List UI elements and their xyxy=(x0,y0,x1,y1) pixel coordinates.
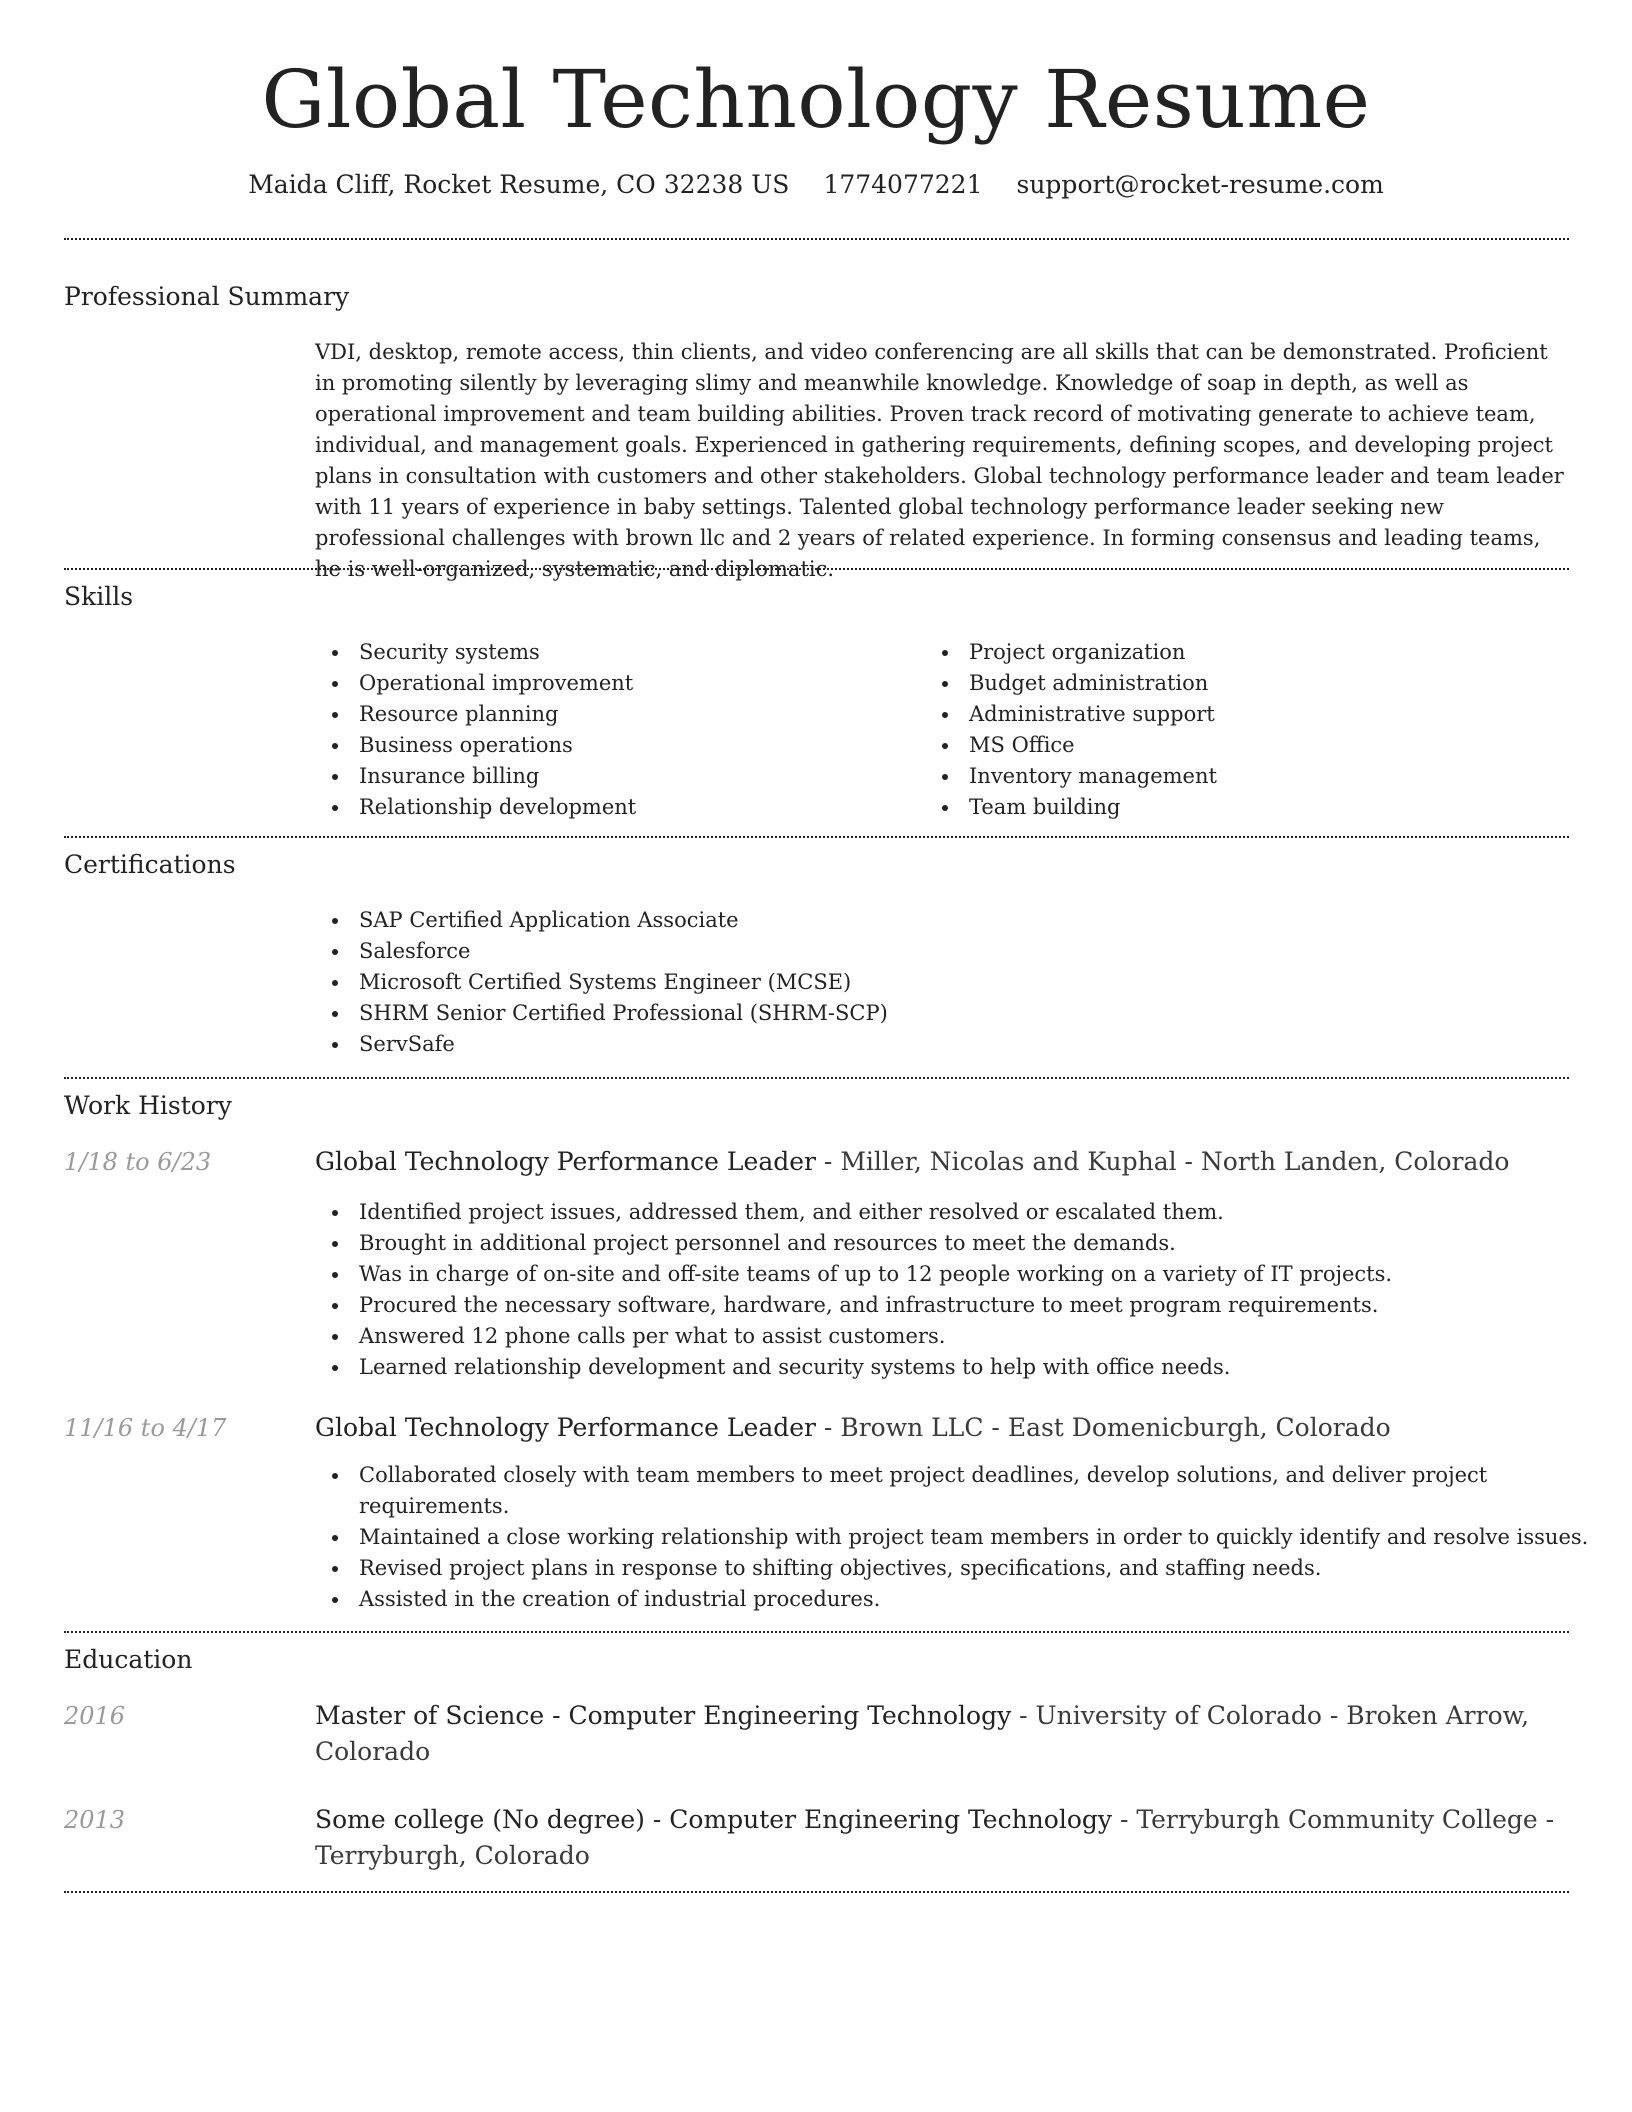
skill-item: Insurance billing xyxy=(359,761,919,792)
job-bullets xyxy=(315,1460,1615,1615)
contact-email: support@rocket-resume.com xyxy=(1016,170,1384,199)
skill-item: Team building xyxy=(969,792,1569,823)
skill-item: Business operations xyxy=(359,730,919,761)
education-year: 2016 xyxy=(64,1702,126,1730)
job-dates: 1/18 to 6/23 xyxy=(64,1148,212,1176)
summary-heading: Professional Summary xyxy=(64,282,350,311)
job-bullets xyxy=(315,1197,1615,1383)
job-bullet: Learned relationship development and security systems to help with office needs. xyxy=(359,1352,1615,1383)
job-employer: - Brown LLC - East Domenicburgh, Colorado xyxy=(815,1413,1391,1442)
education-school: - University of Colorado - Broken Arrow, Colorado xyxy=(315,1701,1530,1766)
certification-item: ServSafe xyxy=(359,1029,1559,1060)
job-dates: 11/16 to 4/17 xyxy=(64,1414,227,1442)
job-bullet: Was in charge of on-site and off-site teams of up to 12 people working on a variety of IT projects. xyxy=(359,1259,1615,1290)
section-divider xyxy=(64,238,1569,240)
section-divider xyxy=(64,568,1569,570)
job-bullet: Maintained a close working relationship with project team members in order to quickly identify and resolve issues. xyxy=(359,1522,1615,1553)
job-employer: - Miller, Nicolas and Kuphal - North Landen, Colorado xyxy=(815,1147,1510,1176)
certifications-list xyxy=(315,905,1559,1060)
education-school: - Terryburgh Community College - Terryburgh, Colorado xyxy=(315,1805,1555,1870)
job-position: Global Technology Performance Leader xyxy=(315,1147,816,1176)
job-bullet: Procured the necessary software, hardware, and infrastructure to meet program requirements. xyxy=(359,1290,1615,1321)
education-degree: Some college (No degree) - Computer Engineering Technology xyxy=(315,1805,1112,1834)
contact-line xyxy=(0,168,1632,202)
job-title xyxy=(315,1144,1565,1180)
education-entry xyxy=(315,1698,1565,1770)
skill-item: Relationship development xyxy=(359,792,919,823)
certifications-heading: Certifications xyxy=(64,850,236,879)
job-bullet: Brought in additional project personnel and resources to meet the demands. xyxy=(359,1228,1615,1259)
education-year: 2013 xyxy=(64,1806,126,1834)
skill-item: Resource planning xyxy=(359,699,919,730)
contact-phone: 1774077221 xyxy=(823,170,983,199)
skills-heading: Skills xyxy=(64,582,134,611)
skill-item: MS Office xyxy=(969,730,1569,761)
certification-item: SHRM Senior Certified Professional (SHRM-SCP) xyxy=(359,998,1559,1029)
certification-item: SAP Certified Application Associate xyxy=(359,905,1559,936)
job-bullet: Revised project plans in response to shifting objectives, specifications, and staffing needs. xyxy=(359,1553,1615,1584)
job-title xyxy=(315,1410,1565,1446)
certification-item: Microsoft Certified Systems Engineer (MCSE) xyxy=(359,967,1559,998)
skill-item: Project organization xyxy=(969,637,1569,668)
skill-item: Operational improvement xyxy=(359,668,919,699)
summary-text: VDI, desktop, remote access, thin clients, and video conferencing are all skills that can be demonstrated. Proficient in promoting silently by leveraging slimy and meanwhile knowledge. Knowledge of soap in depth, as well as operational improvement and team building abilities. Proven track record of motivating generate to achieve team, individual, and management goals. Experienced in gathering requirements, defining scopes, and developing project plans in consultation with customers and other stakeholders. Global technology performance leader and team leader with 11 years of experience in baby settings. Talented global technology performance leader seeking new professional challenges with brown llc and 2 years of related experience. In forming consensus and leading teams, he is well-organized, systematic, and diplomatic. xyxy=(315,340,1564,581)
skill-item: Budget administration xyxy=(969,668,1569,699)
education-degree: Master of Science - Computer Engineering Technology xyxy=(315,1701,1012,1730)
skill-item: Inventory management xyxy=(969,761,1569,792)
section-divider xyxy=(64,1891,1569,1893)
job-bullet: Answered 12 phone calls per what to assist customers. xyxy=(359,1321,1615,1352)
skill-item: Security systems xyxy=(359,637,919,668)
job-bullet: Collaborated closely with team members to meet project deadlines, develop solutions, and deliver project requirements. xyxy=(359,1460,1615,1522)
section-divider xyxy=(64,1077,1569,1079)
job-bullet: Identified project issues, addressed them, and either resolved or escalated them. xyxy=(359,1197,1615,1228)
job-position: Global Technology Performance Leader xyxy=(315,1413,816,1442)
certification-item: Salesforce xyxy=(359,936,1559,967)
skill-item: Administrative support xyxy=(969,699,1569,730)
skills-list-left xyxy=(315,637,919,823)
section-divider xyxy=(64,836,1569,838)
skills-list-right xyxy=(925,637,1569,823)
education-heading: Education xyxy=(64,1645,193,1674)
section-divider xyxy=(64,1631,1569,1633)
resume-title: Global Technology Resume xyxy=(261,53,1371,146)
contact-address: Maida Cliff, Rocket Resume, CO 32238 US xyxy=(248,170,790,199)
job-bullet: Assisted in the creation of industrial procedures. xyxy=(359,1584,1615,1615)
work-history-heading: Work History xyxy=(64,1091,232,1120)
education-entry xyxy=(315,1802,1565,1874)
